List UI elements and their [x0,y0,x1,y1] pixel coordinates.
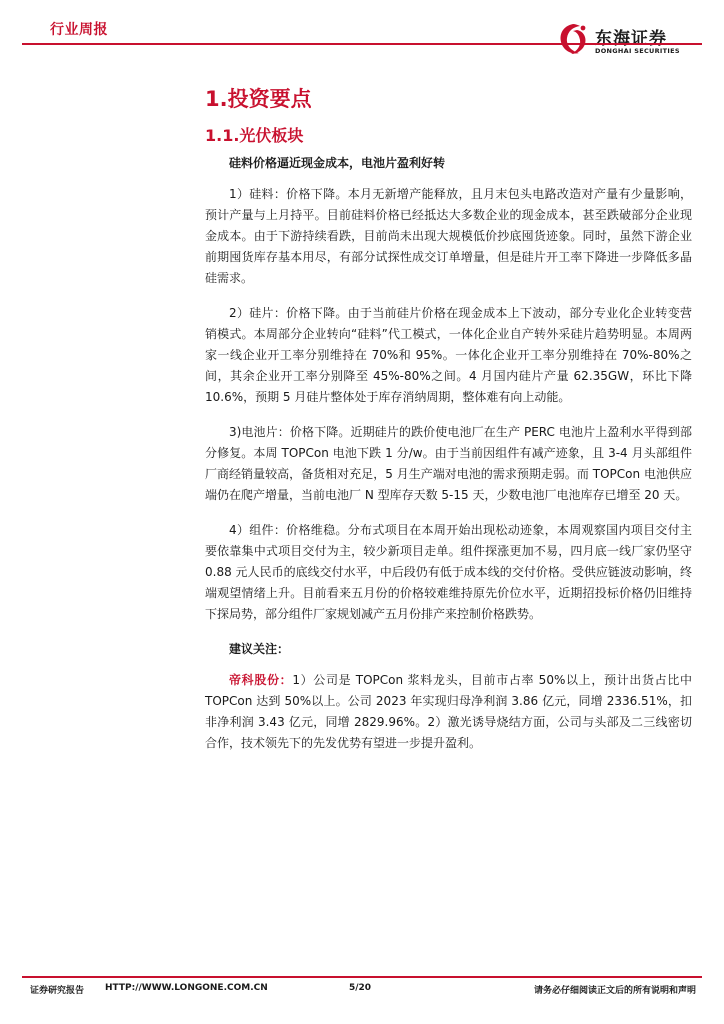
recommendation-paragraph [205,670,692,754]
recommendation-text: 1）公司是 TOPCon 浆料龙头，目前市占率 50%以上，预计出货占比中 TOPCon 达到 50%以上。公司 2023 年实现归母净利润 3.86 亿元，同增 2336.51%，扣非净利润 3.43 亿元，同增 2829.96%。2）激光诱导烧结方面，公司与头部及二三线密切合作，技术领先下的先发优势有望进一步提升盈利。 [205,673,692,750]
paragraph-wafer: 2）硅片：价格下降。由于当前硅片价格在现金成本上下波动，部分专业化企业转变营销模式。本周部分企业转向“硅料”代工模式，一体化企业自产转外采硅片趋势明显。本周两家一线企业开工率分别维持在 70%和 95%。一体化企业开工率分别维持在 70%-80%之间，其余企业开工率分别降至 45%-80%之间。4 月国内硅片产量 62.35GW，环比下降 10.6%，预期 5 月硅片整体处于库存消纳周期，整体难有向上动能。 [205,306,692,404]
footer-report-label: 证券研究报告 [30,986,85,996]
page-number: 5/20 [349,983,372,993]
report-type-label: 行业周报 [50,22,108,38]
footer-divider [22,976,702,978]
logo-text-cn: 东海证券 [595,29,667,49]
paragraph-module: 4）组件：价格维稳。分布式项目在本周开始出现松动迹象，本周观察国内项目交付主要依靠集中式项目交付为主，较少新项目走单。组件探涨更加不易，四月底一线厂家仍坚守 0.88 元人民币的底线交付水平，中后段仍有低于成本线的交付价格。受供应链波动影响，终端观望情绪上升。目前看来五月份的价格较难维持原先价位水平，近期招投标价格仍旧维持下探局势，部分组件厂家规划减产五月份排产来控制价格跌势。 [205,523,692,621]
logo-emblem-icon [553,20,593,60]
paragraph-cell: 3)电池片：价格下降。近期硅片的跌价使电池厂在生产 PERC 电池片上盈利水平得到部分修复。本周 TOPCon 电池下跌 1 分/w。由于当前因组件有减产迹象，且 3-4 月头部组件厂商经销量较高，备货相对充足，5 月生产端对电池的需求预期走弱。而 TOPCon 电池供应端仍在爬产增量，当前电池厂 N 型库存天数 5-15 天，少数电池厂电池库存已增至 20 天。 [205,425,692,502]
logo-text-en: DONGHAI SECURITIES [595,47,680,55]
footer-website-link[interactable]: HTTP://WWW.LONGONE.COM.CN [105,983,268,993]
paragraph-silicon: 1）硅料：价格下降。本月无新增产能释放，且月末包头电路改造对产量有少量影响，预计产量与上月持平。目前硅料价格已经抵达大多数企业的现金成本，甚至跌破部分企业现金成本。由于下游持续看跌，目前尚未出现大规模低价抄底囤货迹象。同时，虽然下游企业前期囤货库存基本用尽，有部分试探性成交订单增量，但是硅片开工率下降进一步降低多晶硅需求。 [205,187,692,285]
company-name: 帝科股份： [229,673,293,687]
section-heading: 1.投资要点 [205,87,312,111]
summary-subheading: 硅料价格逼近现金成本，电池片盈利好转 [229,156,446,170]
header-divider [22,43,702,45]
recommendation-heading: 建议关注： [229,642,290,656]
company-logo [553,20,703,60]
body-content [205,153,692,768]
footer-disclaimer: 请务必仔细阅读正文后的所有说明和声明 [533,986,696,996]
subsection-heading: 1.1.光伏板块 [205,126,304,145]
